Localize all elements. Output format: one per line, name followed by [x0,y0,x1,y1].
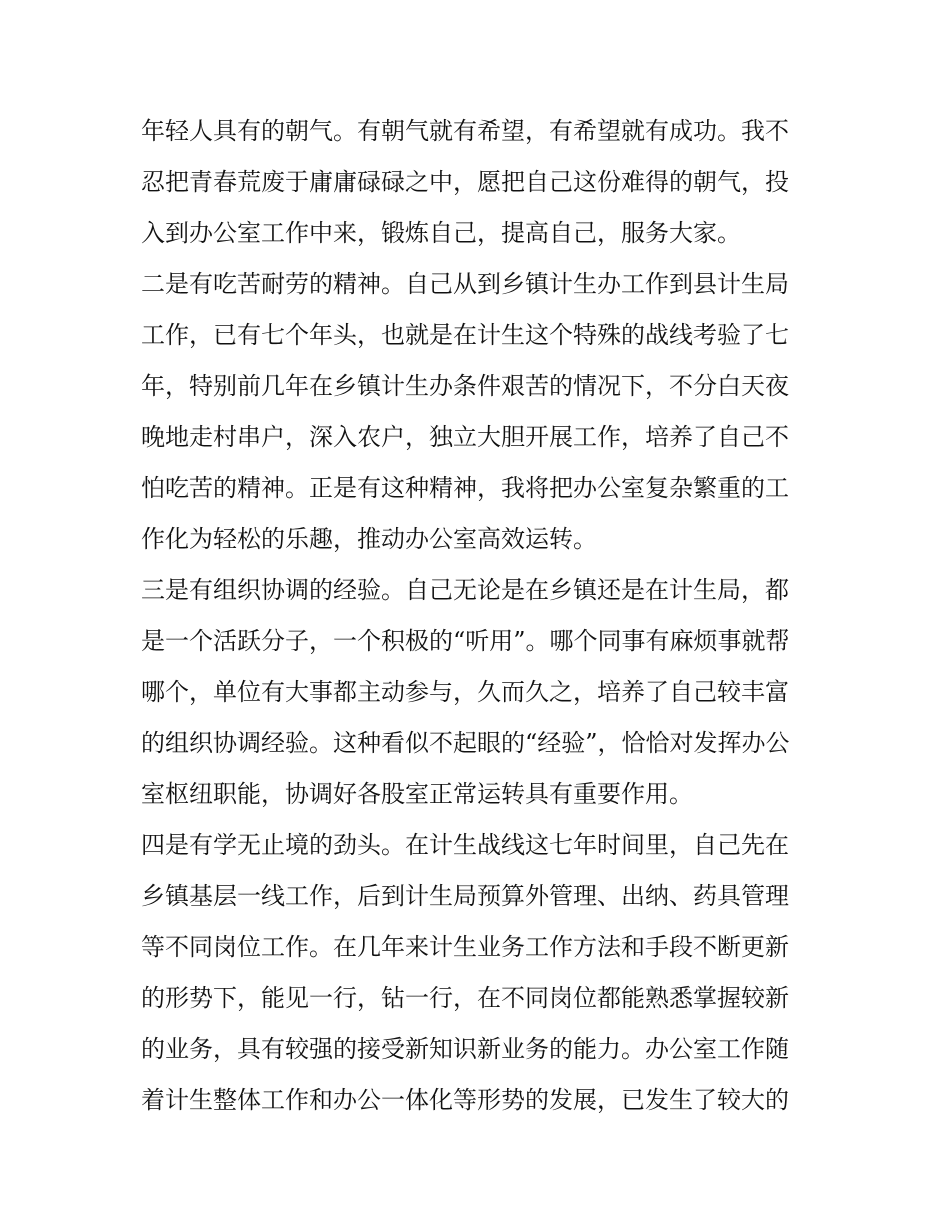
text-line: 着计生整体工作和办公一体化等形势的发展，已发生了较大的 [141,1086,789,1114]
text-line: 晚地走村串户，深入农户，独立大胆开展工作，培养了自己不 [141,423,789,451]
text-line: 怕吃苦的精神。正是有这种精神，我将把办公室复杂繁重的工 [141,474,789,502]
text-line: 年，特别前几年在乡镇计生办条件艰苦的情况下，不分白天夜 [141,372,789,400]
text-line: 的组织协调经验。这种看似不起眼的“经验”，恰恰对发挥办公 [141,729,790,757]
text-line: 的业务，具有较强的接受新知识新业务的能力。办公室工作随 [141,1035,789,1063]
text-line: 入到办公室工作中来，锻炼自己，提高自己，服务大家。 [141,219,741,247]
text-line: 四是有学无止境的劲头。在计生战线这七年时间里，自己先在 [141,831,789,859]
text-line: 的形势下，能见一行，钻一行，在不同岗位都能熟悉掌握较新 [141,984,789,1012]
text-line: 三是有组织协调的经验。自己无论是在乡镇还是在计生局，都 [141,576,789,604]
body-text [141,106,821,1126]
text-line: 二是有吃苦耐劳的精神。自己从到乡镇计生办工作到县计生局 [141,270,789,298]
text-line: 作化为轻松的乐趣，推动办公室高效运转。 [141,525,597,553]
text-line: 年轻人具有的朝气。有朝气就有希望，有希望就有成功。我不 [141,117,789,145]
text-line: 忍把青春荒废于庸庸碌碌之中，愿把自己这份难得的朝气，投 [141,168,789,196]
text-line: 工作，已有七个年头，也就是在计生这个特殊的战线考验了七 [141,321,789,349]
text-line: 是一个活跃分子，一个积极的“听用”。哪个同事有麻烦事就帮 [141,627,790,655]
text-line: 等不同岗位工作。在几年来计生业务工作方法和手段不断更新 [141,933,789,961]
text-line: 室枢纽职能，协调好各股室正常运转具有重要作用。 [141,780,693,808]
text-line: 乡镇基层一线工作，后到计生局预算外管理、出纳、药具管理 [141,882,789,910]
text-line: 哪个，单位有大事都主动参与，久而久之，培养了自己较丰富 [141,678,789,706]
